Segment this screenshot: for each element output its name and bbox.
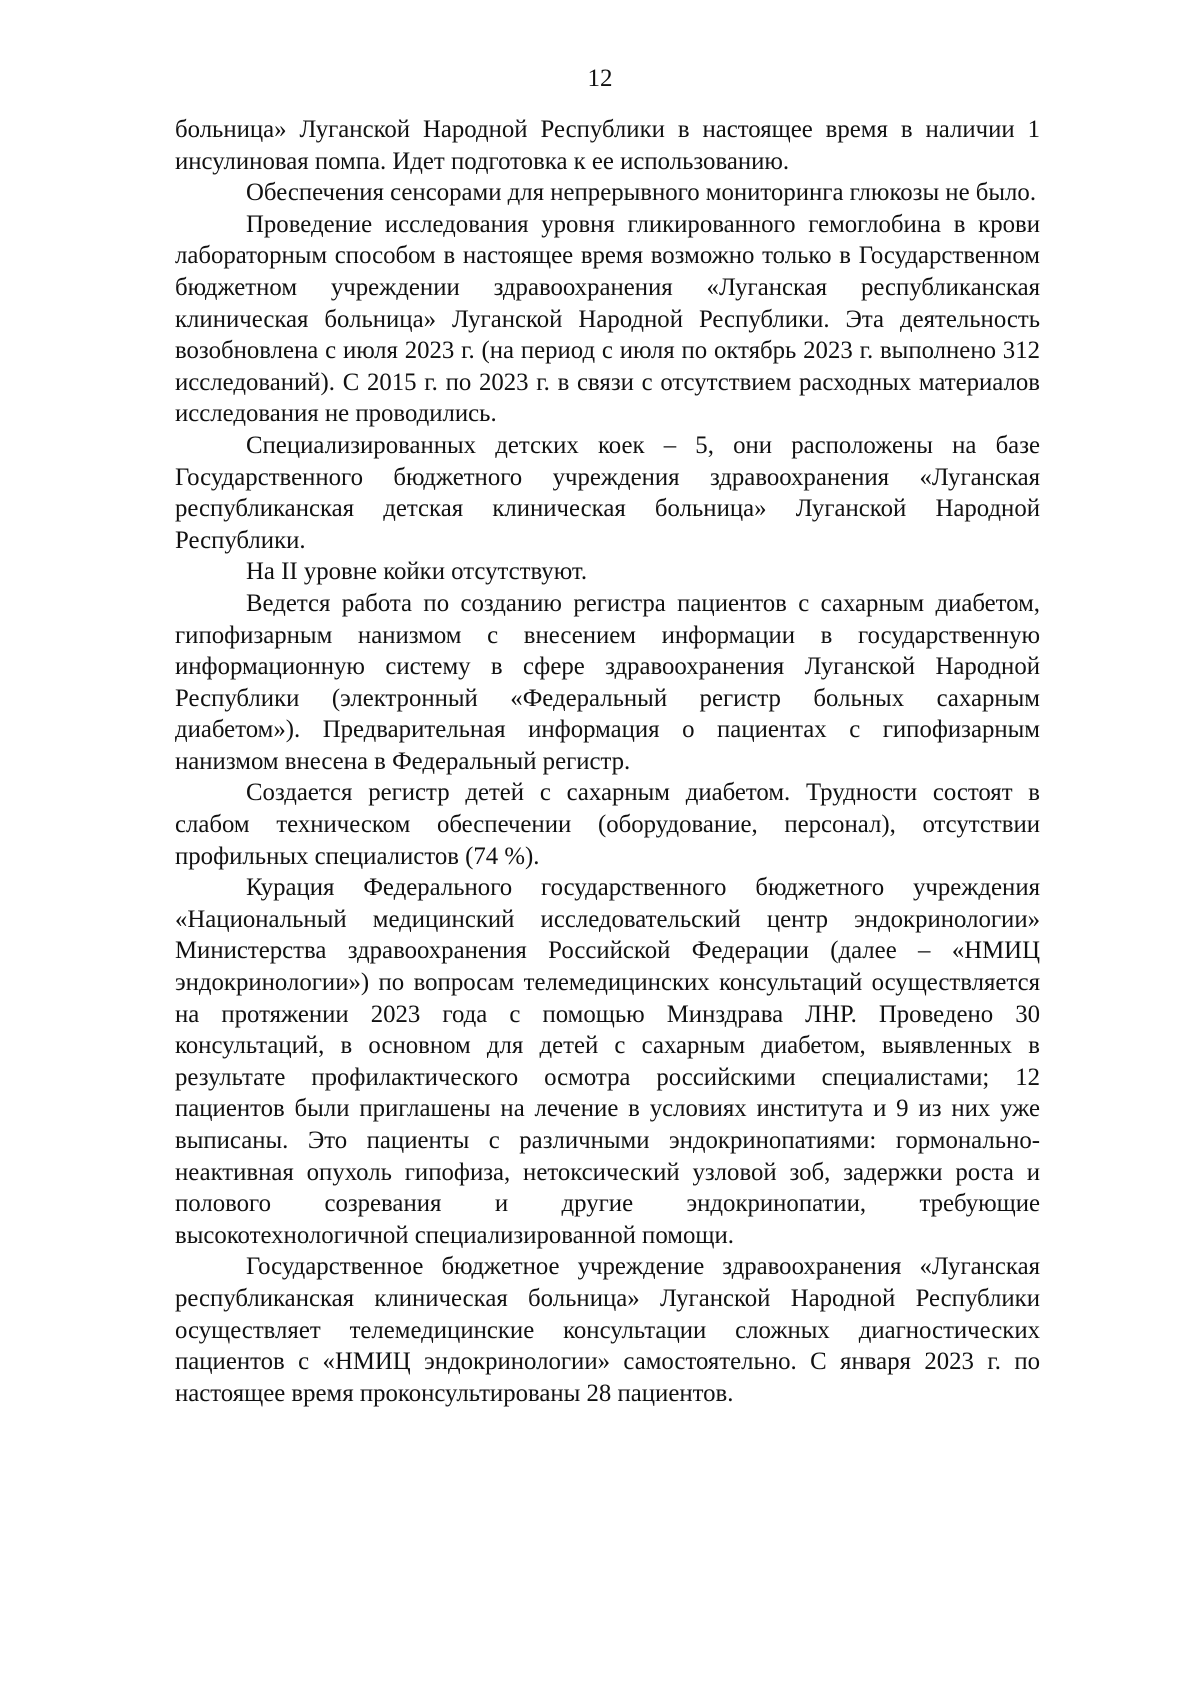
paragraph-insulin-pump: больница» Луганской Народной Республики в настоящее время в наличии 1 инсулиновая помпа. Идет подготовка к ее использованию. xyxy=(175,116,1040,175)
document-body xyxy=(175,114,1040,1409)
paragraph-level-two-beds: На II уровне койки отсутствуют. xyxy=(246,558,588,586)
paragraph-glucose-sensors: Обеспечения сенсорами для непрерывного мониторинга глюкозы не было. xyxy=(246,179,1037,207)
paragraph-pediatric-beds: Специализированных детских коек – 5, они расположены на базе Государственного бюджетного учреждения здравоохранения «Луганская республиканская детская клиническая больница» Луганской Народной Республики. xyxy=(175,431,1040,554)
paragraph-hemoglobin-testing: Проведение исследования уровня гликированного гемоглобина в крови лабораторным способом в настоящее время возможно только в Государственном бюджетном учреждении здравоохранения «Луганская республиканская клиническая больница» Луганской Народной Республики. Эта деятельность возобновлена с июля 2023 г. (на период с июля по октябрь 2023 г. выполнено 312 исследований). С 2015 г. по 2023 г. в связи с отсутствием расходных материалов исследования не проводились. xyxy=(175,210,1040,428)
paragraph-telemedicine-curation: Курация Федерального государственного бюджетного учреждения «Национальный медицинский исследовательский центр эндокринологии» Министерства здравоохранения Российской Федерации (далее – «НМИЦ эндокринологии») по вопросам телемедицинских консультаций осуществляется на протяжении 2023 года с помощью Минздрава ЛНР. Проведено 30 консультаций, в основном для детей с сахарным диабетом, выявленных в результате профилактического осмотра российскими специалистами; 12 пациентов были приглашены на лечение в условиях института и 9 из них уже выписаны. Это пациенты с различными эндокринопатиями: гормонально-неактивная опухоль гипофиза, нетоксический узловой зоб, задержки роста и полового созревания и другие эндокринопатии, требующие высокотехнологичной специализированной помощи. xyxy=(175,874,1040,1249)
page-number: 12 xyxy=(587,65,613,92)
paragraph-independent-consultations: Государственное бюджетное учреждение здравоохранения «Луганская республиканская клиническая больница» Луганской Народной Республики осуществляет телемедицинские консультации сложных диагностических пациентов с «НМИЦ эндокринологии» самостоятельно. С января 2023 г. по настоящее время проконсультированы 28 пациентов. xyxy=(175,1253,1040,1407)
paragraph-children-registry: Создается регистр детей с сахарным диабетом. Трудности состоят в слабом техническом обеспечении (оборудование, персонал), отсутствии профильных специалистов (74 %). xyxy=(175,779,1040,870)
paragraph-patient-registry: Ведется работа по созданию регистра пациентов с сахарным диабетом, гипофизарным нанизмом с внесением информации в государственную информационную систему в сфере здравоохранения Луганской Народной Республики (электронный «Федеральный регистр больных сахарным диабетом»). Предварительная информация о пациентах с гипофизарным нанизмом внесена в Федеральный регистр. xyxy=(175,589,1040,775)
